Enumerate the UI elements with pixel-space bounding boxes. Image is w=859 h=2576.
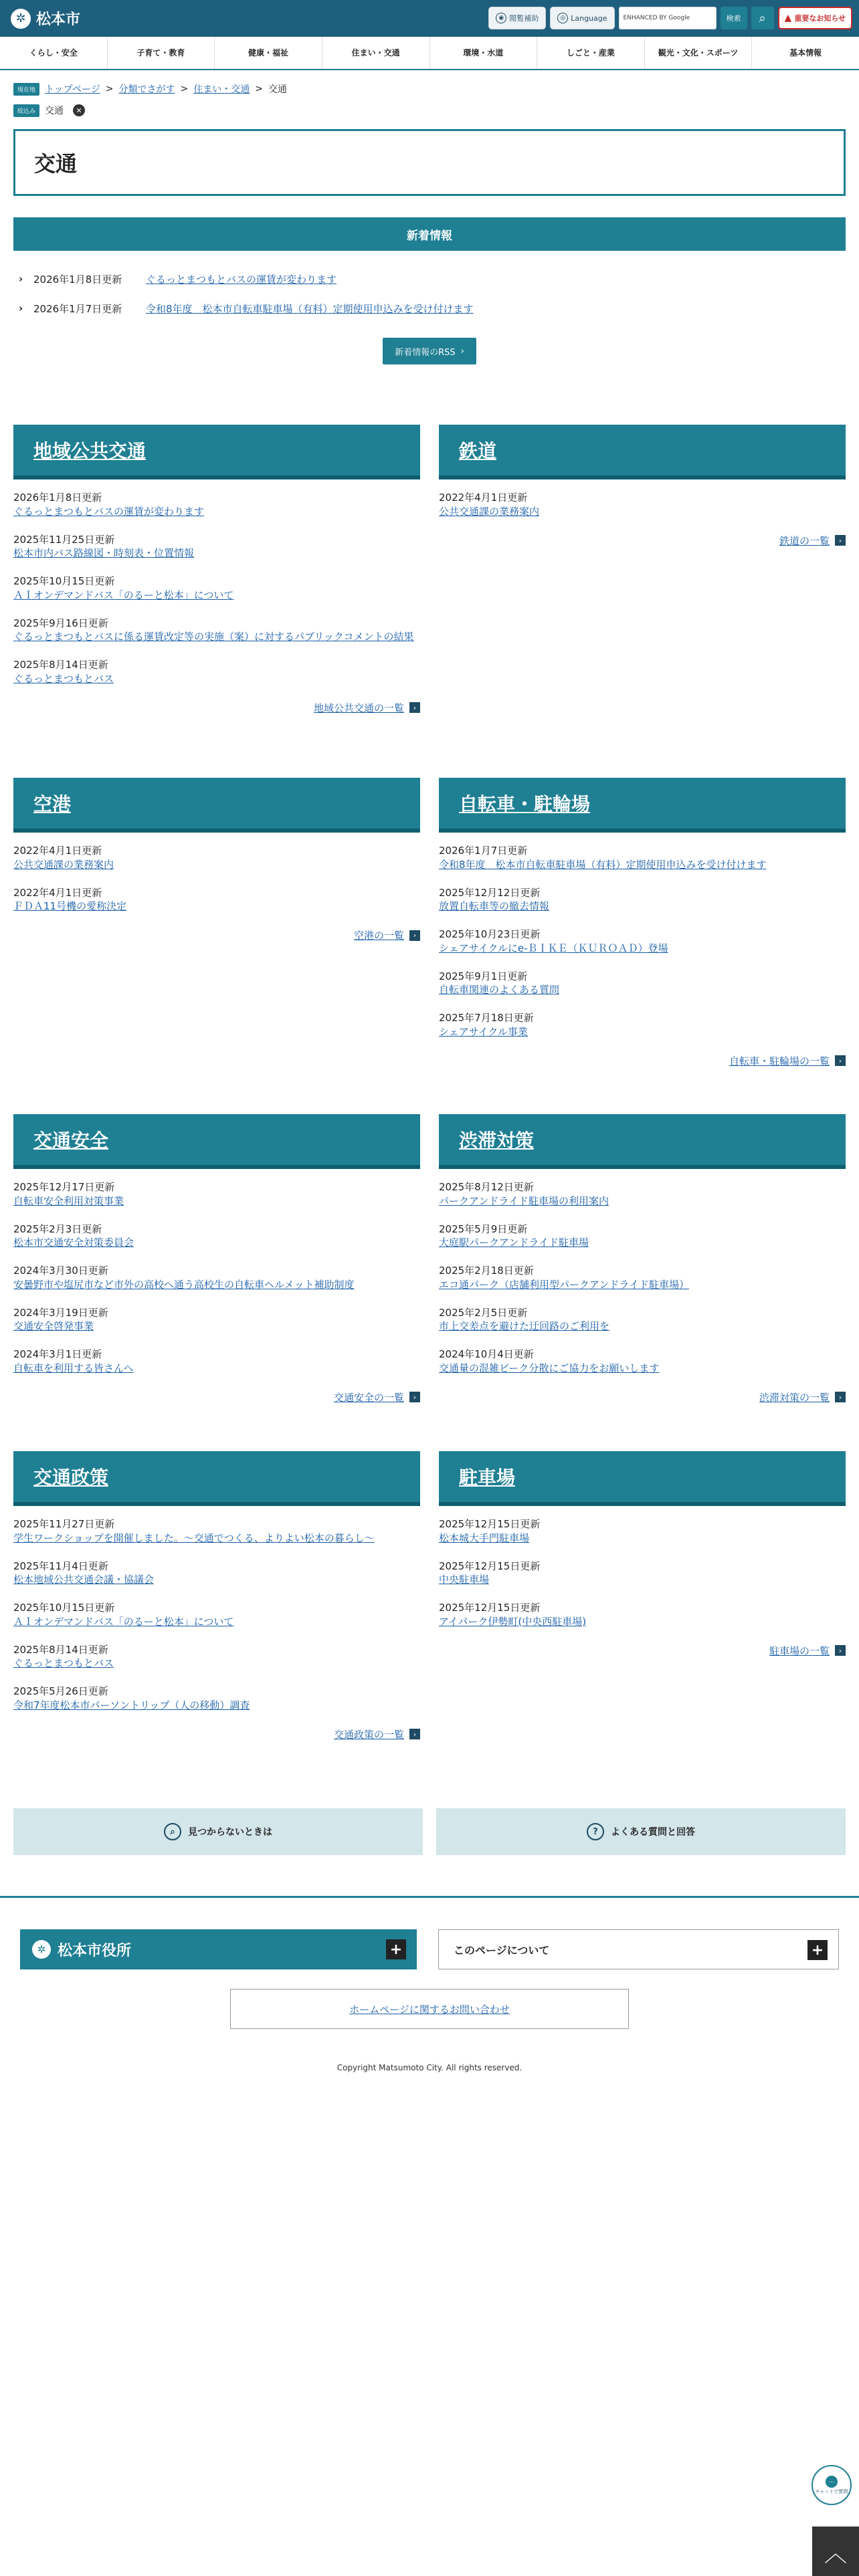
nav-item-housing[interactable]: 住まい・交通 [322, 37, 430, 69]
category-more-link [439, 1054, 846, 1068]
category-entry [13, 1560, 420, 1588]
nav-item-life[interactable]: くらし・安全 [0, 37, 108, 69]
breadcrumb-current: 交通 [268, 84, 287, 95]
entry-date: 2025年12月15日更新 [439, 1602, 541, 1614]
entry-link[interactable]: アイパーク伊勢町(中央西駐車場) [439, 1615, 587, 1628]
entry-date: 2025年5月26日更新 [13, 1685, 108, 1697]
category-list [13, 479, 420, 715]
category-entry [439, 1265, 846, 1292]
category-title: 地域公共交通 [33, 440, 147, 462]
entry-date: 2026年1月8日更新 [13, 492, 102, 504]
category-entry [13, 845, 420, 872]
more-link[interactable]: 交通安全の一覧 [333, 1391, 404, 1404]
category-entry [13, 1602, 420, 1629]
nav-item-health[interactable]: 健康・福祉 [215, 37, 322, 69]
header-tools [488, 7, 852, 29]
category-rail [439, 425, 846, 548]
news-link[interactable]: ぐるっとまつもとバスの運賃が変わります [146, 273, 337, 286]
entry-date: 2025年5月9日更新 [439, 1222, 528, 1235]
rss-label: 新着情報のRSS [395, 347, 456, 358]
entry-link[interactable]: ぐるっとまつもとバスに係る運賃改定等の実施（案）に対するパブリックコメントの結果 [13, 631, 414, 643]
category-list [439, 479, 846, 548]
category-entry [13, 575, 420, 603]
category-entry [439, 1223, 846, 1251]
breadcrumb-separator: > [255, 84, 263, 94]
entry-date: 2025年9月1日更新 [439, 970, 528, 982]
entry-link[interactable]: 松本城大手門駐車場 [439, 1531, 530, 1544]
rss-wrap [0, 338, 859, 364]
about-page-label: このページについて [454, 1943, 550, 1957]
category-list [439, 1506, 846, 1658]
category-more-link [13, 928, 420, 942]
more-link[interactable]: 地域公共交通の一覧 [313, 702, 404, 714]
category-entry [13, 1307, 420, 1334]
entry-link[interactable]: 自転車安全利用対策事業 [13, 1194, 124, 1207]
footer-row [20, 1929, 839, 1969]
breadcrumb-separator: > [105, 84, 114, 94]
entry-link[interactable]: ＡＩオンデマンドバス「のるーと松本」について [13, 588, 234, 601]
category-parking [439, 1451, 846, 1658]
document-search-icon: ⌕ [164, 1823, 181, 1840]
category-entry [439, 1560, 846, 1588]
category-entry [439, 1181, 846, 1208]
category-entry [439, 492, 846, 519]
entry-link[interactable]: 放置自転車等の撤去情報 [439, 900, 550, 912]
search-placeholder: ENHANCED BY Google [623, 15, 690, 21]
plus-icon[interactable]: + [807, 1940, 828, 1960]
nav-item-work[interactable]: しごと・産業 [537, 37, 645, 69]
plus-icon[interactable]: + [386, 1939, 406, 1959]
warning-icon: ▲ [784, 13, 792, 23]
entry-date: 2025年12月17日更新 [13, 1181, 115, 1193]
question-icon: ? [587, 1823, 604, 1840]
city-emblem-icon: ✲ [11, 9, 31, 29]
category-more-link [13, 1727, 420, 1741]
entry-link[interactable]: エコ通パーク（店舗利用型パークアンドライド駐車場） [439, 1278, 689, 1291]
rss-button[interactable] [383, 338, 476, 364]
filter-row [13, 104, 846, 117]
category-entry [13, 1644, 420, 1671]
more-link[interactable]: 鉄道の一覧 [779, 534, 830, 547]
category-airport [13, 778, 420, 942]
arrow-right-icon: › [835, 1392, 846, 1402]
nav-item-environment[interactable]: 環境・水道 [430, 37, 538, 69]
not-found-label: 見つからないときは [188, 1827, 272, 1838]
copyright: Copyright Matsumoto City. All rights reserved. [337, 2063, 522, 2072]
category-title: 空港 [33, 793, 72, 815]
category-heading[interactable] [13, 1114, 420, 1169]
entry-link[interactable]: 安曇野市や塩尻市など市外の高校へ通う高校生の自転車ヘルメット補助制度 [13, 1278, 355, 1291]
entry-link[interactable]: 自転車関連のよくある質問 [439, 984, 560, 996]
category-entry [439, 1012, 846, 1039]
entry-link[interactable]: ぐるっとまつもとバス [13, 1657, 114, 1669]
category-entry [13, 617, 420, 645]
entry-date: 2026年1月7日更新 [439, 845, 528, 857]
news-date: › 2026年1月8日更新 [33, 273, 122, 286]
entry-date: 2025年10月15日更新 [13, 1602, 115, 1614]
news-link[interactable]: 令和8年度 松本市自転車駐車場（有料）定期使用申込みを受け付けます [146, 302, 474, 315]
news-item [13, 294, 846, 323]
category-title: 渋滞対策 [459, 1130, 535, 1152]
close-icon[interactable]: ✕ [73, 104, 85, 116]
arrow-right-icon: › [409, 1392, 420, 1402]
category-traffic-safety [13, 1114, 420, 1404]
site-logo[interactable] [11, 8, 80, 29]
arrow-right-icon: › [409, 702, 420, 713]
category-title: 鉄道 [459, 440, 497, 462]
category-heading[interactable] [13, 425, 420, 479]
city-hall-accordion[interactable] [20, 1929, 417, 1969]
entry-link[interactable]: 学生ワークショップを開催しました。～交通でつくる、よりよい松本の暮らし～ [13, 1531, 375, 1544]
eye-icon: ◉ [496, 13, 506, 23]
arrow-right-icon: › [835, 1645, 846, 1656]
current-location-tag: 現在地 [13, 83, 39, 96]
entry-date: 2024年3月19日更新 [13, 1306, 108, 1319]
city-emblem-icon: ✲ [32, 1940, 51, 1959]
category-entry [439, 1602, 846, 1629]
category-entry [439, 928, 846, 956]
more-link[interactable]: 自転車・駐輪場の一覧 [729, 1055, 830, 1067]
category-title: 自転車・駐輪場 [459, 793, 591, 815]
category-title: 交通安全 [33, 1130, 109, 1152]
entry-date: 2025年11月25日更新 [13, 533, 115, 546]
nav-item-childcare[interactable]: 子育て・教育 [108, 37, 215, 69]
category-more-link [439, 1644, 846, 1658]
category-entry [13, 1223, 420, 1251]
category-list [13, 1169, 420, 1404]
reading-aid-button[interactable] [488, 7, 546, 29]
entry-date: 2025年10月23日更新 [439, 928, 541, 940]
entry-date: 2025年8月14日更新 [13, 1643, 108, 1656]
category-more-link [13, 1390, 420, 1404]
entry-link[interactable]: 市上交差点を避けた迂回路のご利用を [439, 1320, 610, 1332]
chevron-up-icon: ︿ [824, 2540, 847, 2567]
filter-chip-label: 交通 [45, 106, 64, 116]
filter-tag: 絞込み [13, 104, 39, 117]
entry-date: 2024年10月4日更新 [439, 1348, 534, 1360]
breadcrumb-link-housing[interactable]: 住まい・交通 [193, 84, 250, 95]
news-item [13, 264, 846, 294]
category-entry [13, 1348, 420, 1376]
language-button[interactable] [550, 7, 614, 29]
news-date: › 2026年1月7日更新 [33, 302, 122, 315]
entry-date: 2025年11月27日更新 [13, 1518, 115, 1530]
entry-date: 2025年12月12日更新 [439, 886, 541, 899]
category-more-link [439, 1390, 846, 1404]
entry-link[interactable]: 令和8年度 松本市自転車駐車場（有料）定期使用申込みを受け付けます [439, 858, 767, 871]
entry-link[interactable]: 松本市内バス路線図・時刻表・位置情報 [13, 547, 195, 559]
category-bicycle [439, 778, 846, 1068]
entry-date: 2025年9月16日更新 [13, 617, 108, 629]
entry-date: 2025年2月18日更新 [439, 1265, 534, 1277]
important-notice-label: 重要なお知らせ [794, 14, 846, 23]
faq-button[interactable] [436, 1808, 846, 1855]
entry-date: 2024年3月30日更新 [13, 1265, 108, 1277]
category-title: 駐車場 [459, 1467, 516, 1489]
breadcrumb-link-category[interactable]: 分類でさがす [118, 84, 175, 95]
entry-date: 2022年4月1日更新 [13, 886, 102, 899]
category-entry [439, 887, 846, 914]
city-hall-label: 松本市役所 [58, 1942, 132, 1959]
entry-date: 2024年3月1日更新 [13, 1348, 102, 1360]
site-header [0, 0, 859, 37]
entry-date: 2022年4月1日更新 [439, 492, 528, 504]
category-entry [13, 887, 420, 914]
category-entry [13, 1685, 420, 1713]
category-entry [439, 1518, 846, 1545]
entry-link[interactable]: 公共交通課の業務案内 [439, 505, 540, 518]
category-entry [439, 970, 846, 998]
entry-link[interactable]: 松本地域公共交通会議・協議会 [13, 1574, 155, 1586]
contact-box [230, 1989, 629, 2029]
breadcrumb [0, 70, 859, 117]
category-list [439, 833, 846, 1068]
arrow-right-icon: › [835, 535, 846, 546]
chat-bubble-icon: … [826, 2476, 838, 2488]
category-entry [439, 1348, 846, 1376]
entry-link[interactable]: 大庭駅パークアンドライド駐車場 [439, 1237, 589, 1249]
global-nav [0, 37, 859, 70]
category-entry [13, 1181, 420, 1208]
faq-label: よくある質問と回答 [611, 1827, 695, 1838]
category-local-transit [13, 425, 420, 715]
entry-link[interactable]: シェアサイクルにe-ＢＩＫＥ（ＫＵＲＯＡＤ）登場 [439, 942, 668, 954]
more-link[interactable]: 渋滞対策の一覧 [759, 1391, 830, 1404]
category-more-link [13, 701, 420, 715]
entry-link[interactable]: 令和7年度松本市パーソントリップ（人の移動）調査 [13, 1699, 250, 1711]
category-heading[interactable] [439, 1114, 846, 1169]
category-heading[interactable] [13, 1451, 420, 1506]
entry-link[interactable]: 交通安全啓発事業 [13, 1320, 94, 1332]
not-found-button[interactable] [13, 1808, 423, 1855]
entry-date: 2025年2月3日更新 [13, 1222, 102, 1235]
category-entry [439, 845, 846, 872]
entry-date: 2025年2月5日更新 [439, 1306, 528, 1319]
contact-link[interactable]: ホームページに関するお問い合わせ [349, 2003, 510, 2016]
more-link[interactable]: 駐車場の一覧 [769, 1644, 830, 1657]
arrow-right-icon: › [409, 930, 420, 941]
category-congestion [439, 1114, 846, 1404]
search-input[interactable] [619, 7, 717, 29]
entry-date: 2025年11月4日更新 [13, 1560, 108, 1572]
entry-link[interactable]: 松本市交通安全対策委員会 [13, 1237, 134, 1249]
page-title: 交通 [34, 151, 78, 177]
more-link[interactable]: 空港の一覧 [353, 930, 404, 942]
category-policy [13, 1451, 420, 1741]
category-entry [439, 1307, 846, 1334]
nav-item-tourism[interactable]: 観光・文化・スポーツ [645, 37, 753, 69]
entry-date: 2025年12月15日更新 [439, 1518, 541, 1530]
entry-link[interactable]: パークアンドライド駐車場の利用案内 [439, 1194, 609, 1207]
news-list [13, 264, 846, 323]
entry-link[interactable]: 交通量の混雑ピーク分散にご協力をお願いします [439, 1362, 660, 1374]
language-label: Language [571, 13, 607, 23]
nav-item-basic-info[interactable]: 基本情報 [789, 47, 822, 58]
breadcrumb-path [13, 82, 846, 96]
chatbot-button[interactable] [812, 2465, 852, 2505]
category-more-link [439, 534, 846, 548]
entry-link[interactable]: ＦＤＡ11号機の愛称決定 [13, 900, 127, 912]
category-heading[interactable] [439, 778, 846, 833]
category-heading[interactable] [439, 1451, 846, 1506]
category-list [13, 833, 420, 942]
category-entry [13, 1518, 420, 1545]
more-link[interactable]: 交通政策の一覧 [333, 1728, 404, 1741]
category-heading[interactable] [439, 425, 846, 479]
entry-link[interactable]: 自転車を利用する皆さんへ [13, 1362, 134, 1374]
entry-date: 2025年7月18日更新 [439, 1012, 534, 1024]
chatbot-label: チャットで質問 [815, 2488, 848, 2494]
breadcrumb-link-top[interactable]: トップページ [45, 84, 100, 95]
about-page-accordion[interactable] [438, 1929, 839, 1969]
search-button[interactable]: 検索 [721, 7, 747, 29]
entry-date: 2025年10月15日更新 [13, 575, 115, 587]
category-heading[interactable] [13, 778, 420, 833]
chevron-right-icon: › [460, 346, 464, 356]
site-name: 松本市 [36, 11, 81, 28]
search-icon[interactable]: ⌕ [751, 7, 774, 29]
breadcrumb-separator: > [180, 84, 189, 94]
page-title-box [13, 129, 846, 196]
entry-link[interactable]: 公共交通課の業務案内 [13, 858, 114, 871]
entry-link[interactable]: シェアサイクル事業 [439, 1025, 528, 1038]
entry-link[interactable]: 中央駐車場 [439, 1574, 490, 1586]
entry-date: 2025年8月14日更新 [13, 659, 108, 671]
entry-date: 2022年4月1日更新 [13, 845, 102, 857]
entry-date: 2025年12月15日更新 [439, 1560, 541, 1572]
entry-link[interactable]: ぐるっとまつもとバスの運賃が変わります [13, 505, 205, 518]
entry-link[interactable]: ぐるっとまつもとバス [13, 672, 114, 685]
category-list [13, 1506, 420, 1741]
footer-divider [0, 1896, 859, 1898]
category-title: 交通政策 [33, 1467, 109, 1489]
arrow-right-icon: › [409, 1729, 420, 1739]
category-list [439, 1169, 846, 1404]
page-top-button[interactable] [812, 2527, 859, 2576]
help-links [13, 1808, 846, 1855]
category-entry [13, 492, 420, 519]
news-heading: 新着情報 [13, 217, 846, 251]
category-entry [13, 534, 420, 561]
category-entry [13, 1265, 420, 1292]
arrow-right-icon: › [835, 1055, 846, 1066]
reading-aid-label: 閲覧補助 [509, 14, 539, 23]
entry-date: 2025年8月12日更新 [439, 1181, 534, 1193]
category-entry [13, 659, 420, 686]
important-notice-button[interactable] [778, 7, 852, 29]
globe-icon: ◎ [557, 13, 568, 23]
entry-link[interactable]: ＡＩオンデマンドバス「のるーと松本」について [13, 1615, 234, 1628]
